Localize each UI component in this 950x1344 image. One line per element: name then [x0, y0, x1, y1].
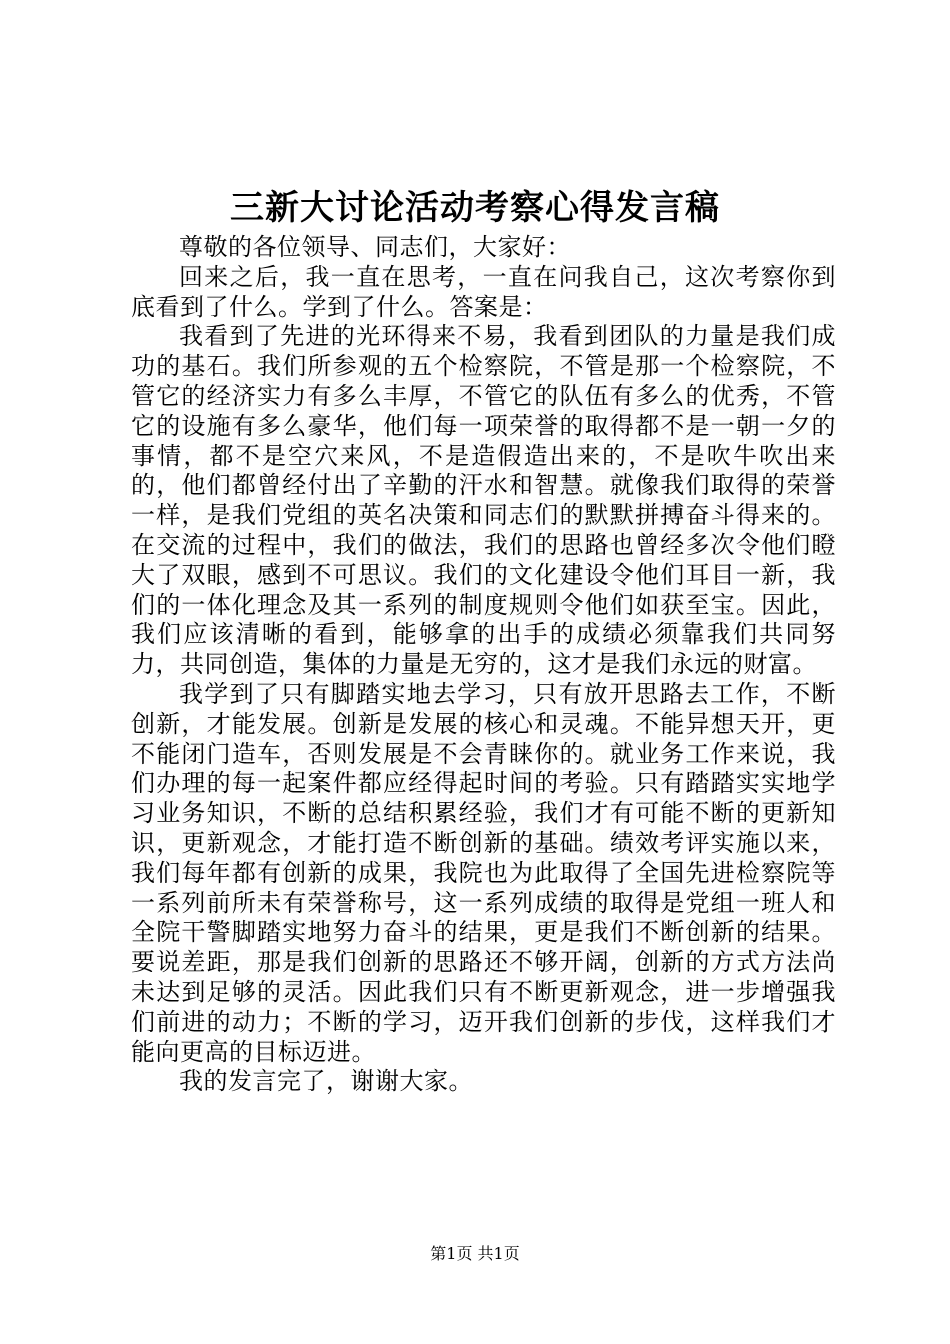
paragraph-seen: 我看到了先进的光环得来不易，我看到团队的力量是我们成功的基石。我们所参观的五个检察院，不管是那一个检察院，不管它的经济实力有多么丰厚，不管它的队伍有多么的优秀，不管它的设施有多么豪华，他们每一项荣誉的取得都不是一朝一夕的事情，都不是空穴来风，不是造假造出来的，不是吹牛吹出来的，他们都曾经付出了辛勤的汗水和智慧。就像我们取得的荣誉一样，是我们党组的英名决策和同志们的默默拼搏奋斗得来的。在交流的过程中，我们的做法，我们的思路也曾经多次令他们瞪大了双眼，感到不可思议。我们的文化建设令他们耳目一新，我们的一体化理念及其一系列的制度规则令他们如获至宝。因此，我们应该清晰的看到，能够拿的出手的成绩必须靠我们共同努力，共同创造，集体的力量是无穷的，这才是我们永远的财富。 [131, 322, 836, 679]
paragraph-learned: 我学到了只有脚踏实地去学习，只有放开思路去工作，不断创新，才能发展。创新是发展的核心和灵魂。不能异想天开，更不能闭门造车，否则发展是不会青睐你的。就业务工作来说，我们办理的每一起案件都应经得起时间的考验。只有踏踏实实地学习业务知识，不断的总结积累经验，我们才有可能不断的更新知识，更新观念，才能打造不断创新的基础。绩效考评实施以来，我们每年都有创新的成果，我院也为此取得了全国先进检察院等一系列前所未有荣誉称号，这一系列成绩的取得是党组一班人和全院干警脚踏实地努力奋斗的结果，更是我们不断创新的结果。要说差距，那是我们创新的思路还不够开阔，创新的方式方法尚未达到足够的灵活。因此我们只有不断更新观念，进一步增强我们前进的动力；不断的学习，迈开我们创新的步伐，这样我们才能向更高的目标迈进。 [131, 679, 836, 1066]
paragraph-closing: 我的发言完了，谢谢大家。 [179, 1067, 473, 1096]
paragraph-greeting: 尊敬的各位领导、同志们，大家好： [179, 233, 571, 261]
document-title: 三新大讨论活动考察心得发言稿 [230, 188, 720, 228]
page-number-footer: 第1页 共1页 [430, 1244, 520, 1263]
document-body [131, 233, 836, 1097]
paragraph-intro: 回来之后，我一直在思考，一直在问我自己，这次考察你到底看到了什么。学到了什么。答案是： [131, 262, 836, 321]
